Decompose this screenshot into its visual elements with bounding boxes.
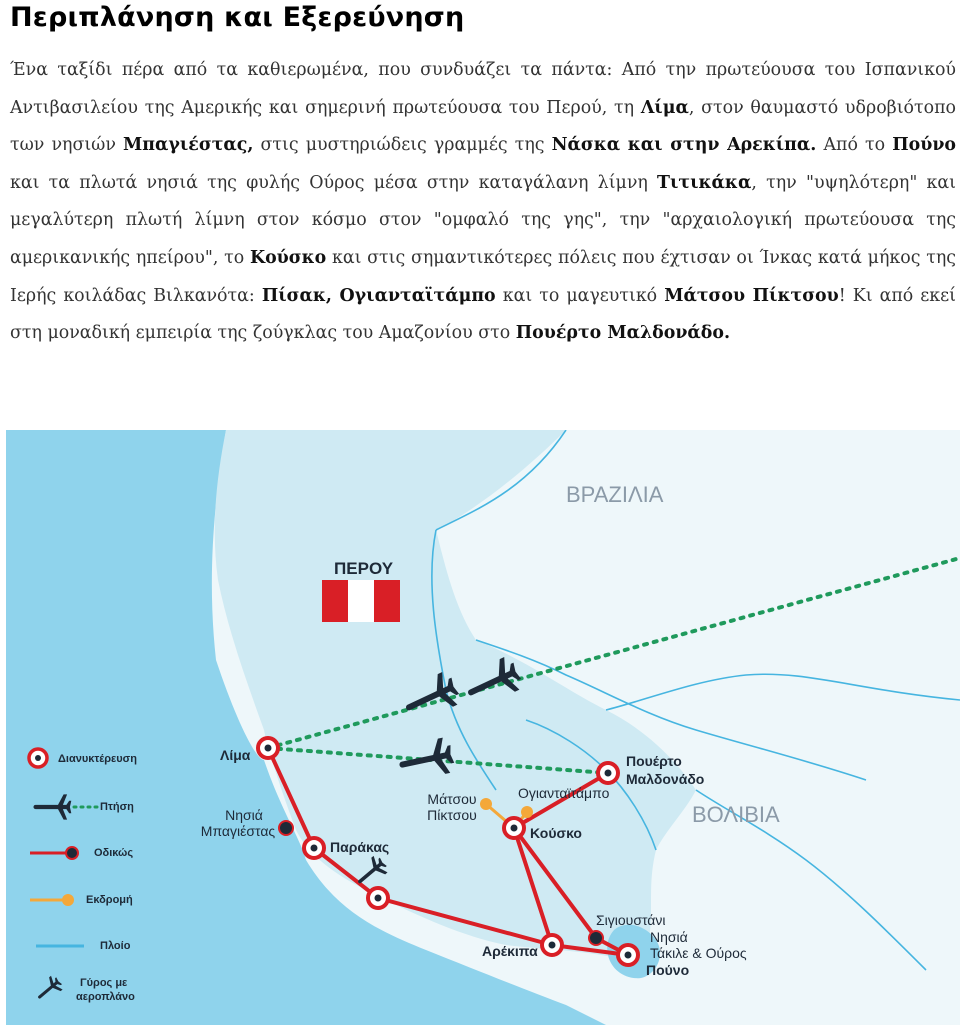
place-label-puerto-maldonado-1: Πουέρτο — [626, 753, 682, 769]
place-label-taquile-1: Νησιά — [650, 929, 688, 945]
legend-label-flight: Πτήση — [100, 801, 134, 813]
country-label-bolivia: ΒΟΛΙΒΙΑ — [692, 802, 780, 827]
paracas-marker — [304, 838, 324, 858]
intro-text: Ένα ταξίδι πέρα από τα καθιερωμένα, που συνδυάζει τα πάντα: Από την πρωτεύουσα του Ισπανικού Αντιβασιλείου της Αμερικής και σημερινή πρωτεύουσα του Περού, τη — [10, 60, 956, 118]
puerto-maldonado-marker — [598, 763, 618, 783]
intro-text: ! Κι από εκεί στη μοναδική εμπειρία της ζούγκλας του Αμαζονίου στο — [10, 285, 956, 344]
intro-paragraph — [10, 52, 956, 353]
intro-text: και τα πλωτά νησιά της φυλής Ούρος μέσα στην καταγάλανη λίμνη — [10, 172, 658, 193]
intro-text: και στις σημαντικότερες πόλεις που έχτισαν οι Ίνκας κατά μήκος της Ιερής κοιλάδας Βιλκανότα: — [10, 247, 956, 306]
place-label-puerto-maldonado-2: Μαλδονάδο — [626, 771, 705, 787]
place-label-lima: Λίμα — [220, 747, 251, 763]
country-label-peru: ΠΕΡΟΥ — [334, 559, 394, 578]
place-label-arequipa: Αρέκιπα — [482, 943, 538, 959]
intro-text: , στον θαυμαστό υδροβιότοπο των νησιών — [10, 97, 957, 156]
country-label-brazil: ΒΡΑΖΙΛΙΑ — [566, 482, 664, 507]
place-label-sillustani: Σιγιουστάνι — [596, 912, 666, 928]
peru-flag-icon — [322, 580, 400, 622]
intro-highlight: Πίσακ, Ογιανταϊτάμπο — [261, 285, 496, 306]
lima-marker — [258, 738, 278, 758]
nasca-marker — [368, 888, 388, 908]
place-label-cusco: Κούσκο — [530, 825, 582, 841]
place-label-ballestas-2: Μπαγιέστας — [200, 823, 276, 839]
arequipa-marker — [542, 935, 562, 955]
intro-text: και το μαγευτικό — [495, 285, 665, 306]
legend-label-excursion: Εκδρομή — [86, 894, 133, 906]
machu-picchu-marker — [480, 798, 492, 810]
place-label-machu-picchu-1: Μάτσου — [427, 791, 477, 807]
legend-label-road: Οδικώς — [94, 847, 134, 859]
intro-highlight: Τιτικάκα — [657, 172, 752, 193]
place-label-ollantaytambo: Ογιανταϊτάμπο — [518, 785, 610, 801]
place-label-puno: Πούνο — [646, 962, 690, 978]
puno-marker — [618, 945, 638, 965]
place-label-paracas: Παράκας — [330, 839, 390, 855]
intro-text: , την "υψηλότερη" και μεγαλύτερη πλωτή λίμνη στον κόσμο στον "ομφαλό της γης", την "αρχαιολογική πρωτεύουσα της αμερικανικής ηπείρου", το — [10, 172, 956, 268]
place-label-machu-picchu-2: Πίκτσου — [427, 807, 477, 823]
place-label-ballestas-1: Νησιά — [225, 807, 263, 823]
ballestas-marker — [279, 821, 293, 835]
intro-text: στις μυστηριώδεις γραμμές της — [253, 135, 552, 156]
ollantaytambo-marker — [521, 806, 533, 818]
intro-highlight: Κούσκο — [249, 247, 327, 268]
legend-label-overnight: Διανυκτέρευση — [58, 753, 137, 765]
intro-highlight: Λίμα — [640, 97, 689, 118]
intro-highlight: Μάτσου Πίκτσου — [664, 285, 839, 306]
place-label-taquile-2: Τάκιλε & Ούρος — [650, 945, 747, 961]
route-map — [6, 430, 960, 1025]
page-title: Περιπλάνηση και Εξερεύνηση — [10, 2, 465, 33]
sillustani-marker — [589, 931, 603, 945]
legend-label-scenic-flight-2: αεροπλάνο — [76, 991, 135, 1003]
intro-highlight: Πουέρτο Μαλδονάδο. — [515, 323, 731, 344]
intro-highlight: Πούνο — [892, 135, 956, 156]
legend-label-scenic-flight-1: Γύρος με — [80, 977, 128, 989]
intro-highlight: Μπαγιέστας, — [123, 135, 254, 156]
cusco-marker — [504, 818, 524, 838]
legend-label-boat: Πλοίο — [100, 940, 131, 952]
intro-highlight: Νάσκα και στην Αρεκίπα. — [551, 135, 817, 156]
intro-text: Από το — [816, 135, 893, 156]
